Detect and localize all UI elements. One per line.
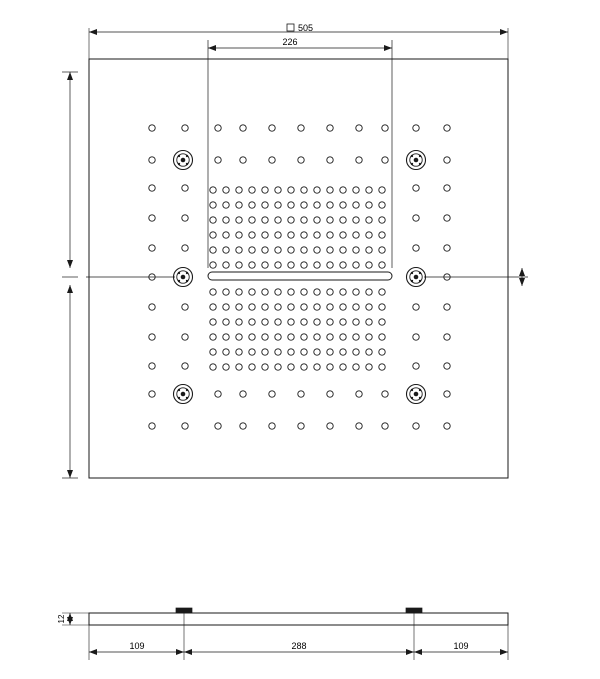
jet-middle-left (174, 268, 193, 287)
waterfall-slot (208, 272, 392, 280)
boss-left (176, 608, 192, 613)
plate-outline (89, 59, 508, 478)
dense-array-upper (210, 187, 385, 268)
jet-middle-right (407, 268, 426, 287)
top-view (62, 23, 528, 478)
side-view (57, 608, 508, 660)
dim-label-centre-288: 288 (291, 641, 307, 651)
jet-top-right (407, 151, 426, 170)
jet-bottom-left (174, 385, 193, 404)
dim-label-left-109: 109 (129, 641, 145, 651)
square-symbol-icon (287, 24, 294, 31)
boss-right (406, 608, 422, 613)
side-body-outline (89, 613, 508, 625)
dim-label-right-109: 109 (453, 641, 469, 651)
jet-bottom-right (407, 385, 426, 404)
dim-label-226: 226 (282, 37, 298, 47)
dim-label-thickness: 12 (57, 614, 66, 624)
dense-array-lower (210, 289, 385, 370)
nozzle-grid (149, 125, 450, 429)
dim-label-505: 505 (298, 23, 314, 33)
jet-top-left (174, 151, 193, 170)
